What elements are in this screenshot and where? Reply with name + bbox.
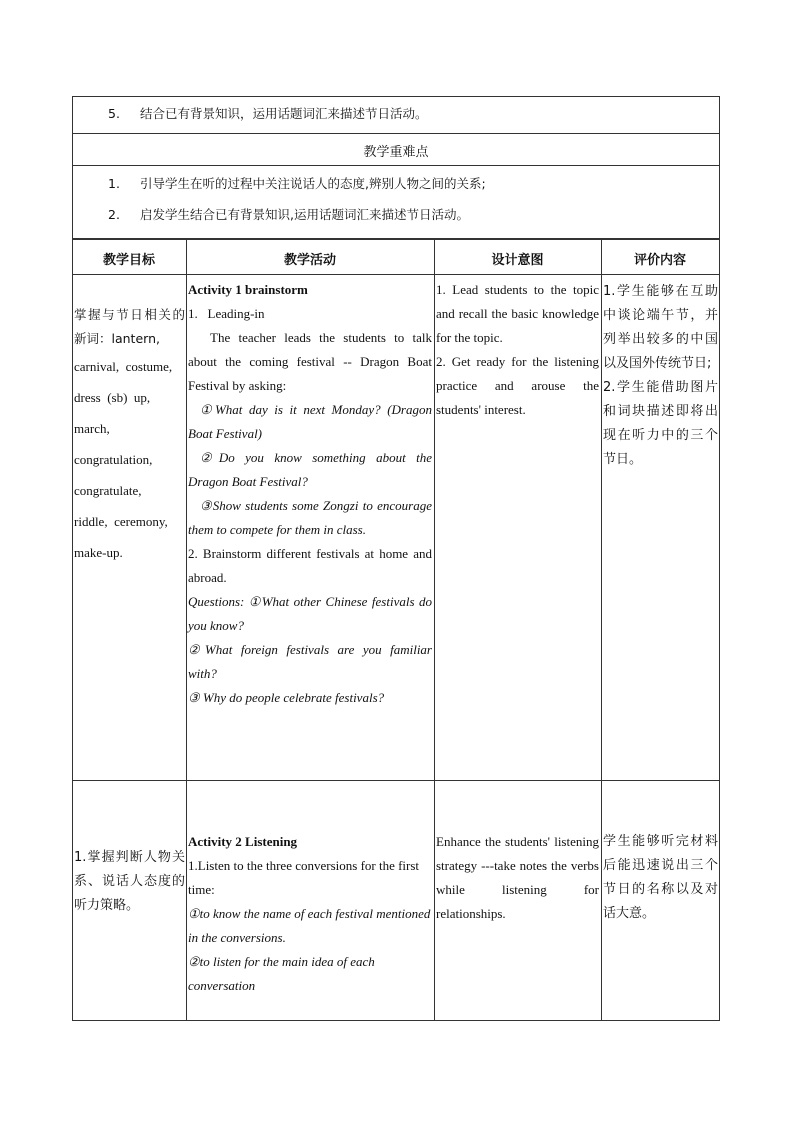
evaluation-line: 2.学生能借助图片和词块描述即将出现在听力中的三个节日。	[603, 380, 718, 467]
row2-intent: Enhance the students' listening strategy ---take notes the verbs while listening for relationships.	[436, 834, 599, 921]
goal-line: congratulate,	[74, 483, 142, 498]
activity-line: Questions: ①What other Chinese festivals do you know?	[188, 594, 432, 633]
intent-line: 2. Get ready for the listening practice and arouse the students' interest.	[436, 354, 599, 417]
activity-line: 1. Leading-in	[188, 306, 265, 321]
activity-line: ①What day is it next Monday? (Dragon Boat Festival)	[188, 402, 432, 441]
top-border	[72, 96, 720, 97]
key-point-item	[108, 205, 708, 223]
objective-5	[108, 104, 708, 122]
activity-line: ①to know the name of each festival mentioned in the conversions.	[188, 906, 431, 945]
header-evaluation: 评价内容	[633, 253, 686, 268]
objective-number: 5.	[108, 106, 120, 121]
column-divider	[601, 238, 602, 1020]
activity-title: Activity 1 brainstorm	[188, 282, 308, 297]
goal-line: carnival, costume,	[74, 359, 173, 374]
activity-line: 1.Listen to the three conversions for the first time:	[188, 858, 420, 897]
row2-evaluation: 学生能够听完材料后能迅速说出三个节日的名称以及对话大意。	[603, 834, 718, 921]
key-point-item	[108, 174, 708, 192]
row1-evaluation	[603, 280, 718, 472]
evaluation-line: 1.学生能够在互助中谈论端午节，并列举出较多的中国以及国外传统节日;	[603, 284, 718, 371]
header-intent: 设计意图	[491, 253, 544, 268]
activity-line: ③ Why do people celebrate festivals?	[188, 690, 385, 705]
intent-line: 1. Lead students to the topic and recall the basic knowledge for the topic.	[436, 282, 599, 345]
row-divider	[72, 780, 720, 781]
key-point-number: 1.	[108, 176, 120, 191]
activity-line: ②to listen for the main idea of each conversation	[188, 954, 375, 993]
header-goal: 教学目标	[102, 253, 155, 268]
header-bottom-border	[72, 274, 720, 275]
row1-activity	[188, 278, 432, 710]
key-point-text: 引导学生在听的过程中关注说话人的态度,辨别人物之间的关系;	[139, 176, 486, 191]
divider	[72, 165, 720, 166]
activity-title: Activity 2 Listening	[188, 834, 298, 849]
goal-line: 掌握与节日相关的新词：lantern,	[74, 307, 185, 346]
key-point-number: 2.	[108, 207, 120, 222]
objective-text: 结合已有背景知识，运用话题词汇来描述节日活动。	[139, 106, 428, 121]
frame-left	[72, 96, 73, 239]
goal-line: congratulation,	[74, 452, 153, 467]
header-activity: 教学活动	[283, 253, 336, 268]
table-bottom-border	[72, 1020, 720, 1021]
frame-right	[719, 96, 720, 239]
column-divider	[434, 238, 435, 1020]
column-divider	[72, 238, 73, 1020]
key-point-text: 启发学生结合已有背景知识,运用话题词汇来描述节日活动。	[139, 207, 469, 222]
column-divider	[186, 238, 187, 1020]
activity-line: The teacher leads the students to talk about the coming festival -- Dragon Boat Festival by asking:	[188, 330, 432, 393]
row2-activity	[188, 830, 432, 998]
table-top-border	[72, 238, 720, 240]
activity-line: 2. Brainstorm different festivals at home and abroad.	[188, 546, 432, 585]
activity-line: ②What foreign festivals are you familiar with?	[188, 642, 432, 681]
goal-line: march,	[74, 421, 110, 436]
divider	[72, 133, 720, 134]
goal-line: riddle, ceremony,	[74, 514, 168, 529]
row1-intent	[436, 278, 599, 422]
activity-line: ②Do you know something about the Dragon Boat Festival?	[188, 450, 432, 489]
column-divider	[719, 238, 720, 1020]
key-points-title: 教学重难点	[363, 145, 429, 160]
row2-goal: 1.掌握判断人物关系、说话人态度的听力策略。	[74, 850, 185, 913]
goal-line: dress (sb) up,	[74, 390, 151, 405]
goal-line: make-up.	[74, 545, 123, 560]
row1-goal	[74, 303, 185, 568]
activity-line: ③Show students some Zongzi to encourage them to compete for them in class.	[188, 498, 432, 537]
